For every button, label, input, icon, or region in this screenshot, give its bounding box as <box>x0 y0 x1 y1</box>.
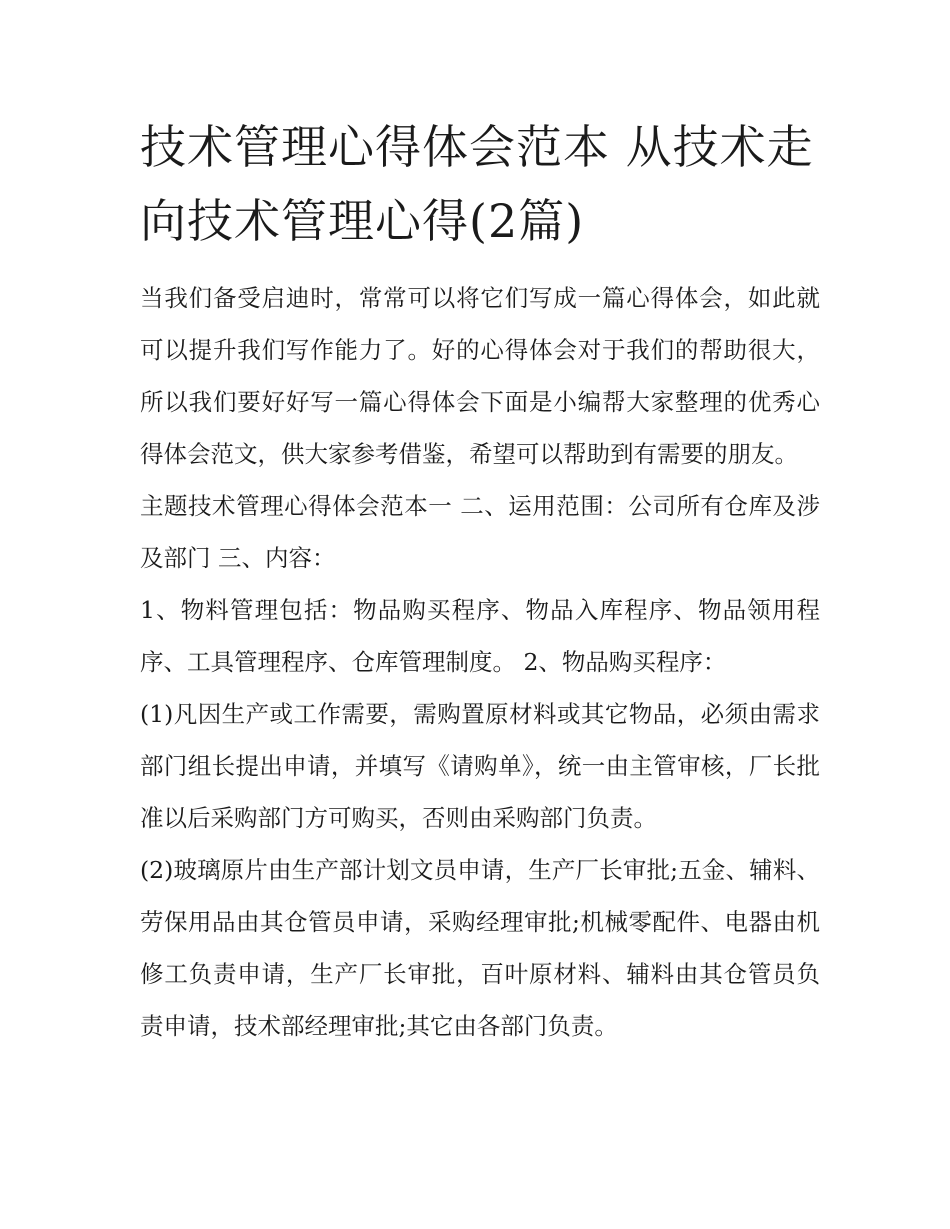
document-title: 技术管理心得体会范本 从技术走向技术管理心得(2篇) <box>140 120 814 248</box>
paragraph-intro: 当我们备受启迪时，常常可以将它们写成一篇心得体会，如此就可以提升我们写作能力了。好的心得体会对于我们的帮助很大，所以我们要好好写一篇心得体会下面是小编帮大家整理的优秀心得体会范文，供大家参考借鉴，希望可以帮助到有需要的朋友。 <box>140 284 820 468</box>
paragraph-purchase-rule-2: (2)玻璃原片由生产部计划文员申请，生产厂长审批;五金、辅料、劳保用品由其仓管员申请，采购经理审批;机械零配件、电器由机修工负责申请，生产厂长审批，百叶原材料、辅料由其仓管员负责申请，技术部经理审批;其它由各部门负责。 <box>140 856 820 1040</box>
paragraph-material-management: 1、物料管理包括：物品购买程序、物品入库程序、物品领用程序、工具管理程序、仓库管理制度。 2、物品购买程序： <box>140 596 820 676</box>
paragraph-scope: 主题技术管理心得体会范本一 二、运用范围：公司所有仓库及涉及部门 三、内容： <box>140 492 820 572</box>
document-body <box>140 110 820 1052</box>
paragraph-purchase-rule-1: (1)凡因生产或工作需要，需购置原材料或其它物品，必须由需求部门组长提出申请，并填写《请购单》，统一由主管审核，厂长批准以后采购部门方可购买，否则由采购部门负责。 <box>140 700 820 832</box>
